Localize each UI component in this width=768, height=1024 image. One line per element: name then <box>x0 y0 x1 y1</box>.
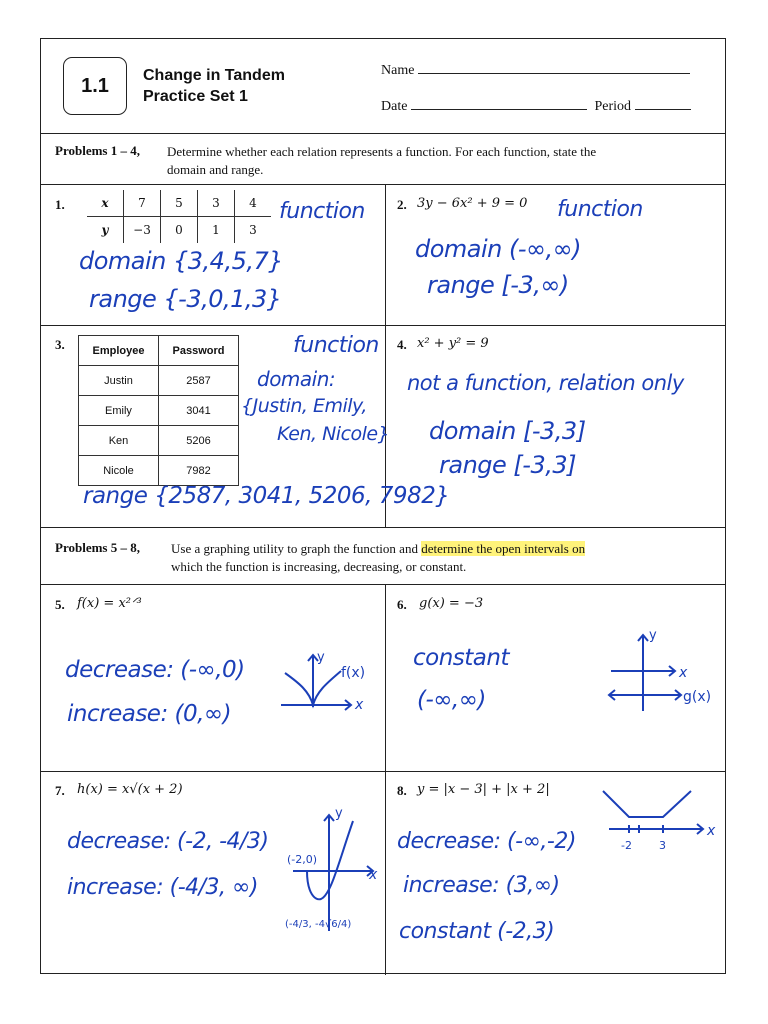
problem-4-answer-domain: domain [-3,3] <box>429 417 586 445</box>
worksheet <box>40 38 726 974</box>
problem-1-table <box>87 190 271 243</box>
problem-3-domain-line2: Ken, Nicole} <box>277 423 390 445</box>
sketch-y-label: y <box>335 806 343 821</box>
problem-8-equation: y = |x − 3| + |x + 2| <box>417 782 550 797</box>
problem-6-sketch <box>601 627 725 717</box>
table-row: Justin 2587 <box>79 366 239 396</box>
problem-8-answer-constant: constant (-2,3) <box>399 919 555 944</box>
problem-6-equation: g(x) = −3 <box>419 596 484 611</box>
problem-2-answer-type: function <box>557 197 643 222</box>
divider-vertical-2 <box>385 585 386 975</box>
problem-4-answer-type: not a function, relation only <box>407 371 684 395</box>
name-field[interactable] <box>381 61 690 79</box>
section2-line2: which the function is increasing, decreasing, or constant. <box>171 559 467 574</box>
problem-7-number: 7. <box>55 783 65 798</box>
problem-3-number: 3. <box>55 337 65 352</box>
sketch-f-label: f(x) <box>341 665 366 681</box>
problem-8-sketch <box>593 787 723 853</box>
sketch-tick2: 3 <box>659 839 666 852</box>
problem-6-number: 6. <box>397 597 407 612</box>
problem-7-equation: h(x) = x√(x + 2) <box>77 782 183 797</box>
section1-line1: Determine whether each relation represents a function. For each function, state the <box>167 144 597 159</box>
problem-4-equation: x² + y² = 9 <box>417 336 489 351</box>
problem-3-answer-type: function <box>293 333 379 358</box>
problem-7-answer-increase: increase: (-4/3, ∞) <box>67 875 258 900</box>
sketch-x-label: x <box>707 823 716 839</box>
problem-4-number: 4. <box>397 337 407 352</box>
sketch-g-label: g(x) <box>683 689 712 705</box>
problem-3-table <box>78 335 239 486</box>
problem-1-answer-domain: domain {3,4,5,7} <box>79 247 284 275</box>
problem-5-number: 5. <box>55 597 65 612</box>
section1-instructions <box>41 133 725 185</box>
date-label: Date <box>381 99 408 114</box>
problem-3-domain-label: domain: <box>257 367 336 391</box>
problem-3-answer-range: range {2587, 3041, 5206, 7982} <box>83 483 450 509</box>
problem-8-answer-increase: increase: (3,∞) <box>403 873 560 898</box>
problem-7-sketch <box>273 801 383 941</box>
sketch-point1: (-2,0) <box>287 853 318 866</box>
table-row: Ken 5206 <box>79 426 239 456</box>
section2-text <box>171 540 711 576</box>
worksheet-header <box>41 39 725 134</box>
problem-1-number: 1. <box>55 197 65 212</box>
problem-8-answer-decrease: decrease: (-∞,-2) <box>397 829 576 854</box>
divider-row-1 <box>41 325 725 326</box>
table-row: y −3 0 1 3 <box>87 217 271 244</box>
section1-line2: domain and range. <box>167 162 264 177</box>
problem-6-answer-interval: (-∞,∞) <box>417 687 486 713</box>
sketch-point2: (-4/3, -4√6/4) <box>285 919 352 930</box>
sketch-y-label: y <box>649 628 657 643</box>
section1-label: Problems 1 – 4, <box>55 143 140 158</box>
problem-4-answer-range: range [-3,3] <box>439 451 576 479</box>
problem-2-number: 2. <box>397 197 407 212</box>
date-blank[interactable] <box>411 97 587 110</box>
sketch-y-label: y <box>317 650 325 665</box>
section2-label: Problems 5 – 8, <box>55 540 140 555</box>
worksheet-title <box>143 65 285 107</box>
problem-1-answer-range: range {-3,0,1,3} <box>89 285 282 313</box>
problem-5-answer-decrease: decrease: (-∞,0) <box>65 657 245 683</box>
section2-instructions <box>41 527 725 585</box>
table-row: Nicole 7982 <box>79 456 239 486</box>
problem-3-domain-line1: {Justin, Emily, <box>241 395 367 417</box>
period-label: Period <box>594 99 631 114</box>
name-label: Name <box>381 63 415 78</box>
problem-7-answer-decrease: decrease: (-2, -4/3) <box>67 829 269 854</box>
problem-5-equation: f(x) = x²ᐟ³ <box>77 596 142 611</box>
sketch-x-label: x <box>679 665 688 681</box>
highlighted-text: determine the open intervals on <box>421 541 586 556</box>
problem-2-answer-domain: domain (-∞,∞) <box>415 235 582 263</box>
title-line1: Change in Tandem <box>143 67 285 84</box>
section2-line1: Use a graphing utility to graph the function and determine the open intervals on <box>171 541 586 556</box>
problem-5-sketch <box>277 647 377 717</box>
sketch-x-label: x <box>369 867 378 883</box>
section1-text <box>167 143 707 179</box>
problem-8-number: 8. <box>397 783 407 798</box>
problem-6-answer-constant: constant <box>413 645 509 671</box>
problem-1-answer-type: function <box>279 199 365 224</box>
problem-2-equation: 3y − 6x² + 9 = 0 <box>417 196 528 211</box>
period-blank[interactable] <box>635 97 691 110</box>
date-period-field <box>381 97 691 115</box>
divider-row-2 <box>41 771 725 772</box>
divider-vertical-1 <box>385 185 386 527</box>
problem-2-answer-range: range [-3,∞) <box>427 271 569 299</box>
sketch-tick1: -2 <box>621 839 632 852</box>
title-line2: Practice Set 1 <box>143 88 248 105</box>
lesson-number-box: 1.1 <box>63 57 127 115</box>
table-row: Emily 3041 <box>79 396 239 426</box>
sketch-x-label: x <box>355 697 364 713</box>
table-row: x 7 5 3 4 <box>87 190 271 217</box>
problem-5-answer-increase: increase: (0,∞) <box>67 701 232 727</box>
name-blank[interactable] <box>418 61 690 74</box>
table-header-row: Employee Password <box>79 336 239 366</box>
